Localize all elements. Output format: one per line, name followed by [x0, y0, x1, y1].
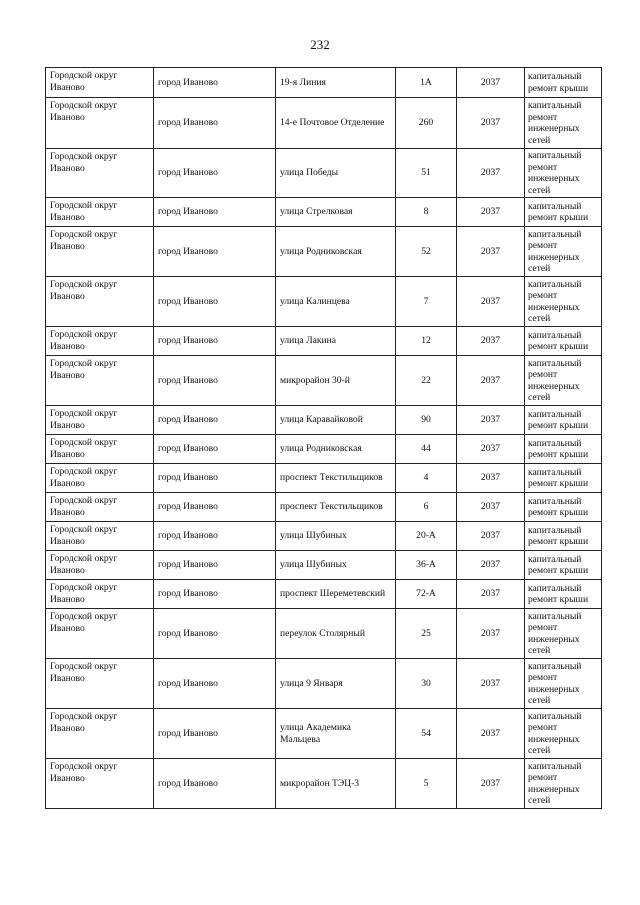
table-row [46, 464, 602, 493]
house-number-cell: 30 [396, 659, 457, 709]
settlement-cell: город Иваново [154, 277, 276, 327]
work-type-cell: капитальный ремонт крыши [525, 551, 602, 580]
settlement-cell: город Иваново [154, 98, 276, 149]
municipality-cell: Городской округ Иваново [46, 435, 154, 464]
settlement-cell: город Иваново [154, 580, 276, 609]
work-type-cell: капитальный ремонт крыши [525, 493, 602, 522]
table-row [46, 435, 602, 464]
house-number-cell: 72-А [396, 580, 457, 609]
table-row [46, 609, 602, 659]
work-type-cell: капитальный ремонт инженерных сетей [525, 609, 602, 659]
house-number-cell: 54 [396, 709, 457, 759]
page-number: 232 [310, 37, 330, 52]
table-row [46, 493, 602, 522]
street-cell: улица 9 Января [276, 659, 396, 709]
house-number-cell: 36-А [396, 551, 457, 580]
house-number-cell: 20-А [396, 522, 457, 551]
street-cell: улица Родниковская [276, 227, 396, 277]
year-cell: 2037 [457, 149, 525, 198]
street-cell: улица Академика Мальцева [276, 709, 396, 759]
house-number-cell: 7 [396, 277, 457, 327]
street-cell: проспект Текстильщиков [276, 464, 396, 493]
municipality-cell: Городской округ Иваново [46, 580, 154, 609]
work-type-cell: капитальный ремонт крыши [525, 464, 602, 493]
settlement-cell: город Иваново [154, 709, 276, 759]
table-row [46, 327, 602, 356]
table-row [46, 68, 602, 98]
year-cell: 2037 [457, 327, 525, 356]
house-number-cell: 5 [396, 759, 457, 809]
street-cell: микрорайон ТЭЦ-3 [276, 759, 396, 809]
street-cell: проспект Шереметевский [276, 580, 396, 609]
municipality-cell: Городской округ Иваново [46, 277, 154, 327]
house-number-cell: 22 [396, 356, 457, 406]
work-type-cell: капитальный ремонт крыши [525, 522, 602, 551]
table-row [46, 227, 602, 277]
street-cell: улица Победы [276, 149, 396, 198]
settlement-cell: город Иваново [154, 609, 276, 659]
municipality-cell: Городской округ Иваново [46, 551, 154, 580]
municipality-cell: Городской округ Иваново [46, 227, 154, 277]
work-type-cell: капитальный ремонт инженерных сетей [525, 356, 602, 406]
settlement-cell: город Иваново [154, 435, 276, 464]
settlement-cell: город Иваново [154, 327, 276, 356]
year-cell: 2037 [457, 709, 525, 759]
house-number-cell: 52 [396, 227, 457, 277]
settlement-cell: город Иваново [154, 659, 276, 709]
municipality-cell: Городской округ Иваново [46, 68, 154, 98]
table-row [46, 406, 602, 435]
municipality-cell: Городской округ Иваново [46, 356, 154, 406]
municipality-cell: Городской округ Иваново [46, 522, 154, 551]
year-cell: 2037 [457, 356, 525, 406]
table-row [46, 356, 602, 406]
street-cell: переулок Столярный [276, 609, 396, 659]
municipality-cell: Городской округ Иваново [46, 98, 154, 149]
year-cell: 2037 [457, 98, 525, 149]
street-cell: улица Шубиных [276, 551, 396, 580]
year-cell: 2037 [457, 406, 525, 435]
municipality-cell: Городской округ Иваново [46, 709, 154, 759]
house-number-cell: 12 [396, 327, 457, 356]
year-cell: 2037 [457, 551, 525, 580]
street-cell: проспект Текстильщиков [276, 493, 396, 522]
municipality-cell: Городской округ Иваново [46, 493, 154, 522]
municipality-cell: Городской округ Иваново [46, 149, 154, 198]
municipality-cell: Городской округ Иваново [46, 609, 154, 659]
work-type-cell: капитальный ремонт инженерных сетей [525, 759, 602, 809]
work-type-cell: капитальный ремонт инженерных сетей [525, 149, 602, 198]
year-cell: 2037 [457, 464, 525, 493]
municipality-cell: Городской округ Иваново [46, 198, 154, 227]
street-cell: 19-я Линия [276, 68, 396, 98]
table-row [46, 551, 602, 580]
work-type-cell: капитальный ремонт крыши [525, 435, 602, 464]
year-cell: 2037 [457, 435, 525, 464]
settlement-cell: город Иваново [154, 198, 276, 227]
year-cell: 2037 [457, 277, 525, 327]
registry-table-body [46, 68, 602, 809]
settlement-cell: город Иваново [154, 356, 276, 406]
work-type-cell: капитальный ремонт крыши [525, 327, 602, 356]
house-number-cell: 44 [396, 435, 457, 464]
house-number-cell: 8 [396, 198, 457, 227]
municipality-cell: Городской округ Иваново [46, 327, 154, 356]
year-cell: 2037 [457, 609, 525, 659]
settlement-cell: город Иваново [154, 551, 276, 580]
settlement-cell: город Иваново [154, 759, 276, 809]
work-type-cell: капитальный ремонт крыши [525, 68, 602, 98]
work-type-cell: капитальный ремонт инженерных сетей [525, 659, 602, 709]
year-cell: 2037 [457, 227, 525, 277]
table-row [46, 277, 602, 327]
street-cell: 14-е Почтовое Отделение [276, 98, 396, 149]
year-cell: 2037 [457, 580, 525, 609]
house-number-cell: 4 [396, 464, 457, 493]
year-cell: 2037 [457, 68, 525, 98]
year-cell: 2037 [457, 759, 525, 809]
street-cell: улица Калинцева [276, 277, 396, 327]
table-row [46, 198, 602, 227]
street-cell: улица Шубиных [276, 522, 396, 551]
work-type-cell: капитальный ремонт инженерных сетей [525, 277, 602, 327]
street-cell: улица Стрелковая [276, 198, 396, 227]
work-type-cell: капитальный ремонт инженерных сетей [525, 98, 602, 149]
year-cell: 2037 [457, 659, 525, 709]
settlement-cell: город Иваново [154, 227, 276, 277]
house-number-cell: 1А [396, 68, 457, 98]
settlement-cell: город Иваново [154, 406, 276, 435]
work-type-cell: капитальный ремонт крыши [525, 406, 602, 435]
settlement-cell: город Иваново [154, 149, 276, 198]
table-row [46, 149, 602, 198]
house-number-cell: 90 [396, 406, 457, 435]
municipality-cell: Городской округ Иваново [46, 464, 154, 493]
settlement-cell: город Иваново [154, 68, 276, 98]
table-row [46, 659, 602, 709]
street-cell: улица Каравайковой [276, 406, 396, 435]
table-row [46, 759, 602, 809]
work-type-cell: капитальный ремонт инженерных сетей [525, 709, 602, 759]
table-row [46, 522, 602, 551]
settlement-cell: город Иваново [154, 522, 276, 551]
house-number-cell: 260 [396, 98, 457, 149]
house-number-cell: 6 [396, 493, 457, 522]
year-cell: 2037 [457, 198, 525, 227]
street-cell: микрорайон 30-й [276, 356, 396, 406]
street-cell: улица Родниковская [276, 435, 396, 464]
registry-table [45, 67, 602, 809]
table-row [46, 98, 602, 149]
house-number-cell: 51 [396, 149, 457, 198]
municipality-cell: Городской округ Иваново [46, 659, 154, 709]
municipality-cell: Городской округ Иваново [46, 759, 154, 809]
work-type-cell: капитальный ремонт инженерных сетей [525, 227, 602, 277]
year-cell: 2037 [457, 493, 525, 522]
table-row [46, 709, 602, 759]
work-type-cell: капитальный ремонт крыши [525, 580, 602, 609]
table-row [46, 580, 602, 609]
settlement-cell: город Иваново [154, 493, 276, 522]
year-cell: 2037 [457, 522, 525, 551]
work-type-cell: капитальный ремонт крыши [525, 198, 602, 227]
municipality-cell: Городской округ Иваново [46, 406, 154, 435]
street-cell: улица Лакина [276, 327, 396, 356]
settlement-cell: город Иваново [154, 464, 276, 493]
house-number-cell: 25 [396, 609, 457, 659]
